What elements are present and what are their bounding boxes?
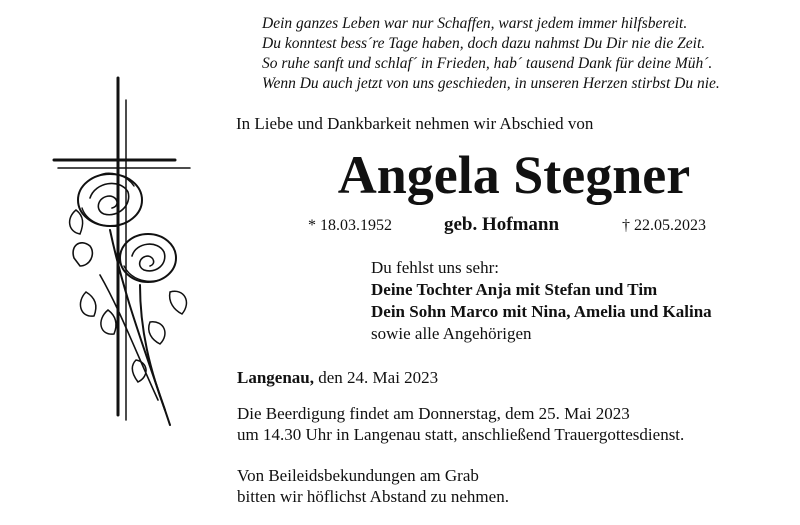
- cross-with-roses-icon: [40, 70, 210, 440]
- family-intro: Du fehlst uns sehr:: [371, 258, 499, 277]
- poem-line: Wenn Du auch jetzt von uns geschieden, in unseren Herzen stirbst Du nie.: [262, 75, 720, 92]
- intro-text: In Liebe und Dankbarkeit nehmen wir Abschied von: [236, 114, 594, 133]
- place-city: Langenau,: [237, 368, 314, 387]
- deceased-name: Angela Stegner: [337, 145, 691, 205]
- poem-line: So ruhe sanft und schlaf´ in Frieden, hab´ tausend Dank für deine Müh´.: [262, 55, 713, 72]
- death-date: † 22.05.2023: [622, 217, 706, 234]
- maiden-name: geb. Hofmann: [444, 214, 560, 235]
- family-son: Dein Sohn Marco mit Nina, Amelia und Kalina: [371, 302, 712, 321]
- place-date: [237, 368, 438, 388]
- condolence-note: [237, 465, 509, 507]
- condolence-line: Von Beileidsbekundungen am Grab: [237, 466, 479, 485]
- notice-date: den 24. Mai 2023: [318, 368, 439, 387]
- birth-date: * 18.03.1952: [308, 217, 392, 234]
- family-daughter: Deine Tochter Anja mit Stefan und Tim: [371, 280, 658, 299]
- funeral-info: [237, 403, 684, 445]
- poem: [262, 14, 792, 94]
- poem-line: Dein ganzes Leben war nur Schaffen, warst jedem immer hilfsbereit.: [262, 15, 688, 32]
- family-list: [371, 257, 712, 345]
- poem-line: Du konntest bess´re Tage haben, doch dazu nahmst Du Dir nie die Zeit.: [262, 35, 706, 52]
- condolence-line: bitten wir höflichst Abstand zu nehmen.: [237, 487, 509, 506]
- funeral-line: Die Beerdigung findet am Donnerstag, dem 25. Mai 2023: [237, 404, 630, 423]
- family-relatives: sowie alle Angehörigen: [371, 324, 532, 343]
- funeral-line: um 14.30 Uhr in Langenau statt, anschließend Trauergottesdienst.: [237, 425, 685, 444]
